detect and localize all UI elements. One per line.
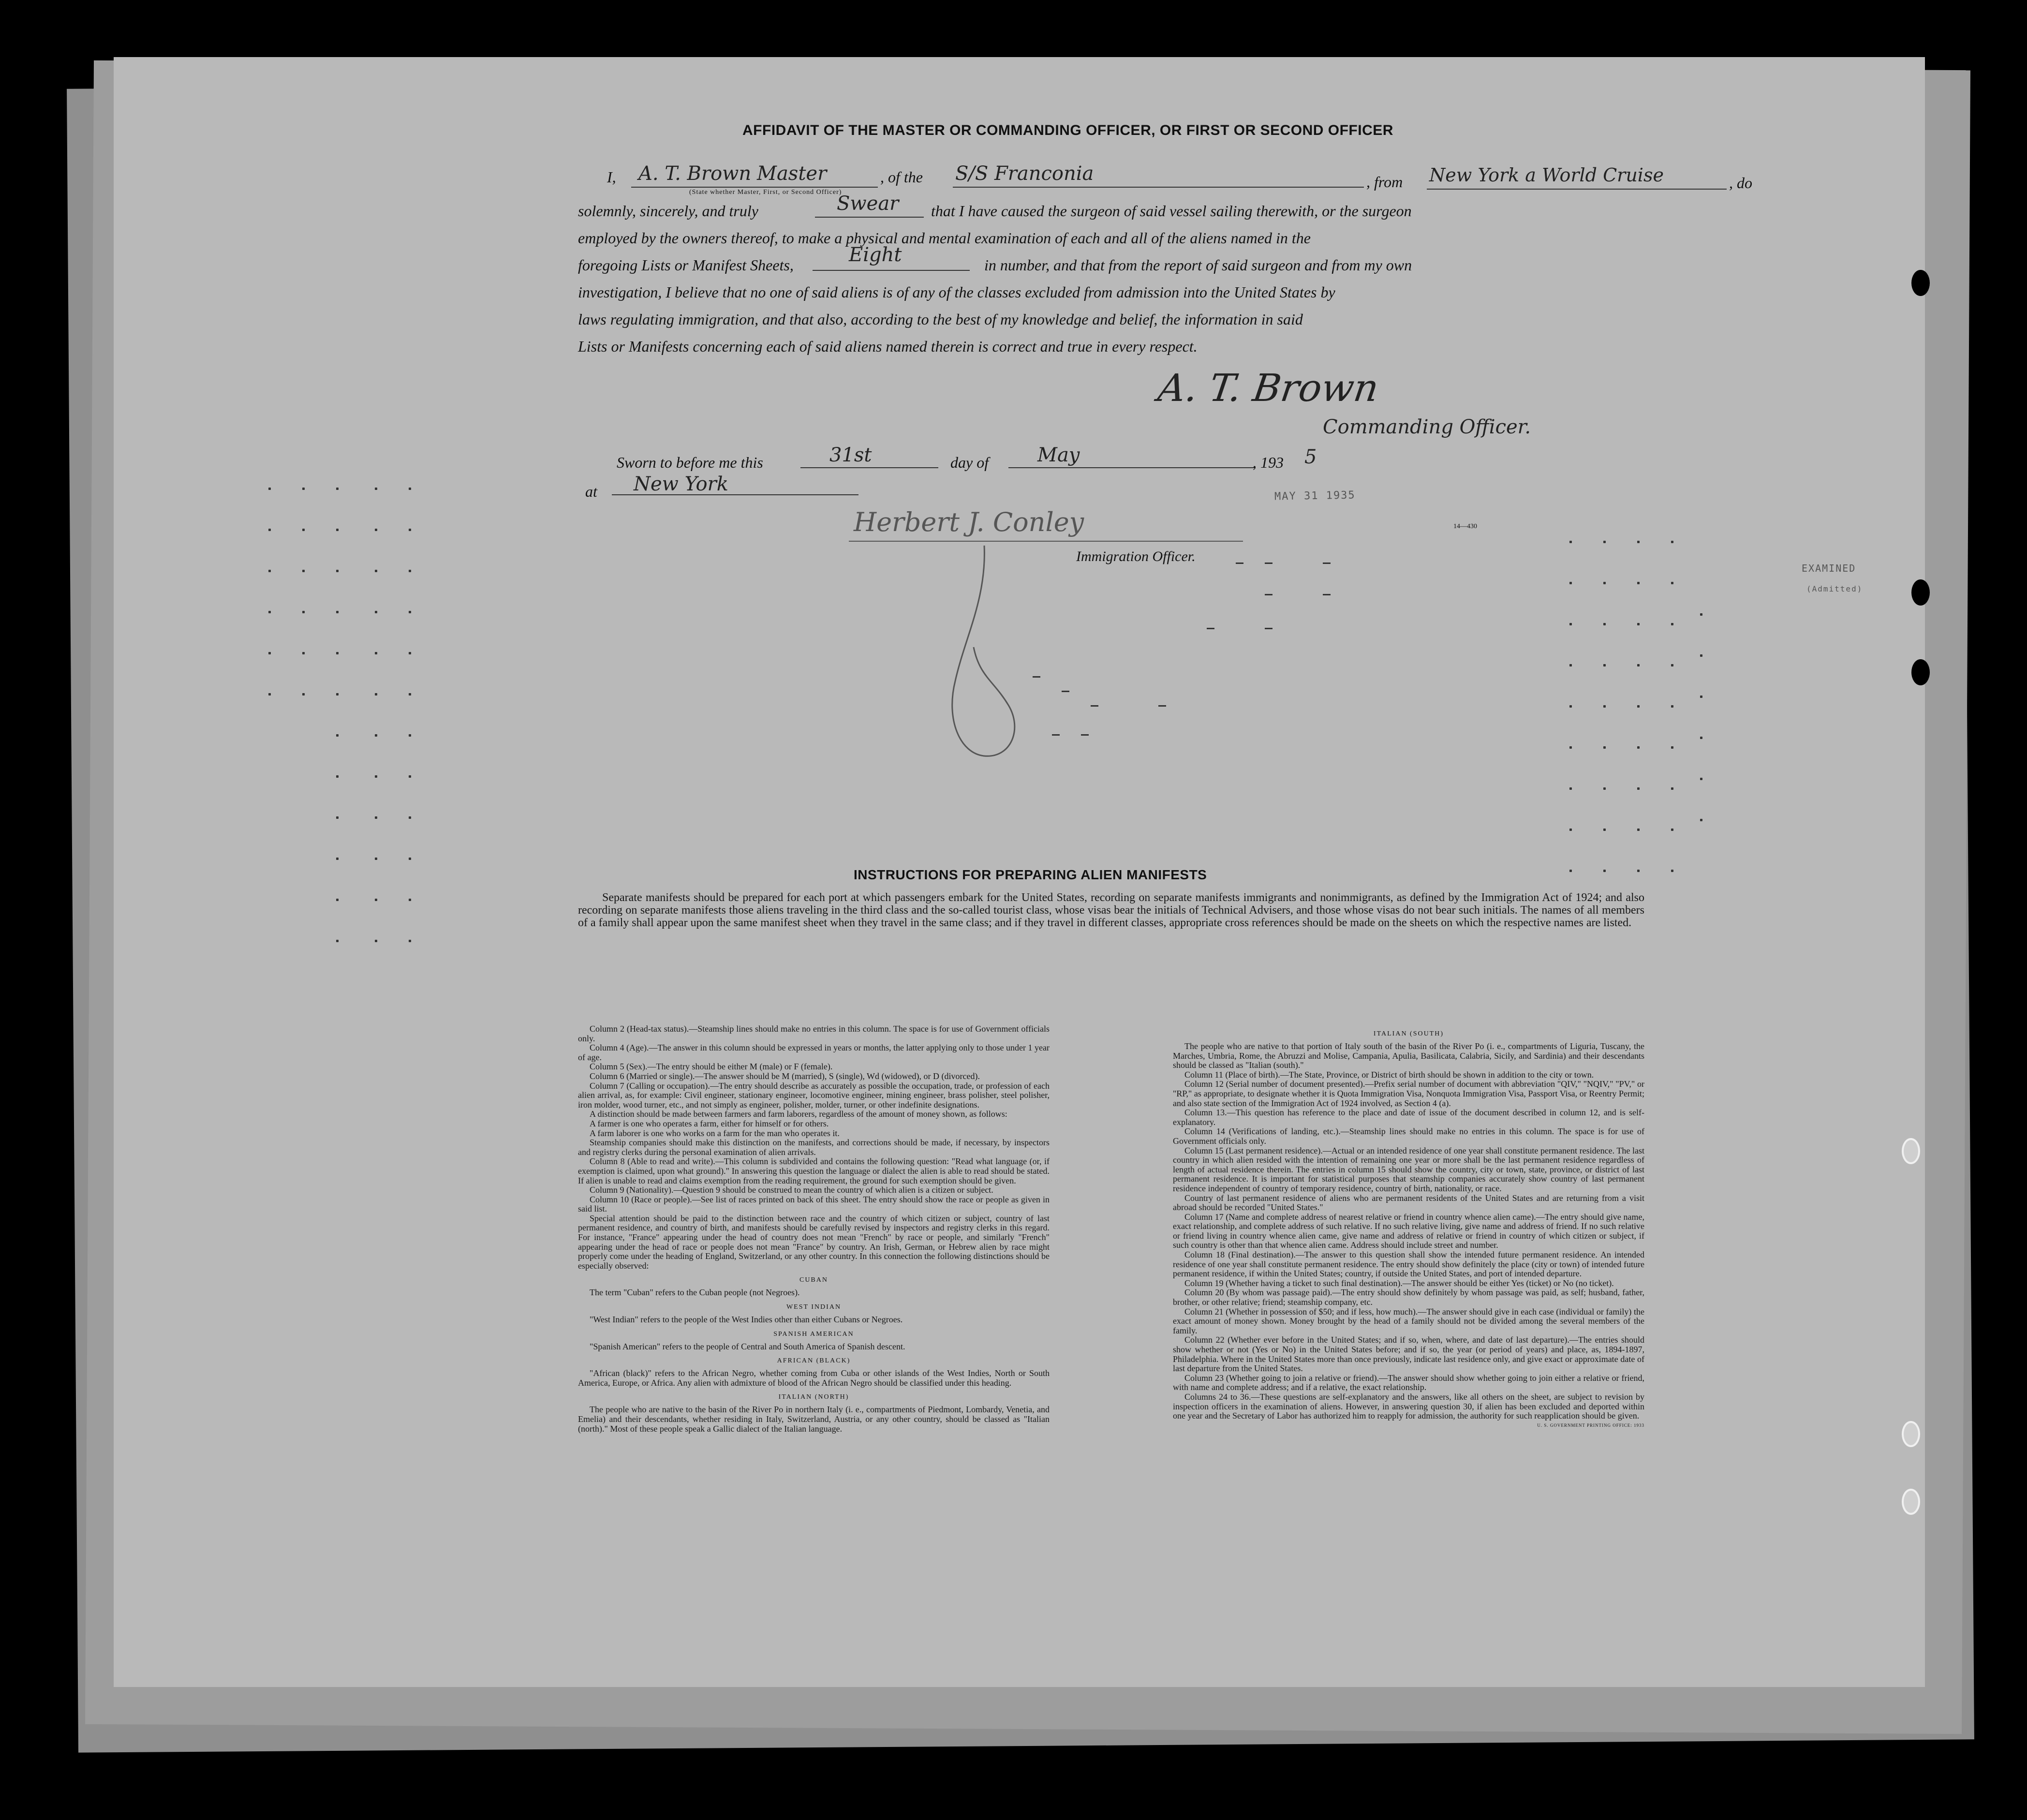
- dot-mark: [336, 858, 339, 860]
- instruction-paragraph: Column 4 (Age).—The answer in this column should be expressed in years or months, the latter applying only to those under 1 year of age.: [578, 1043, 1050, 1062]
- dot-mark: [268, 693, 271, 695]
- solemnly-text: solemnly, sincerely, and truly: [578, 202, 758, 220]
- sheet-count-line: [813, 270, 970, 271]
- instruction-paragraph: Column 8 (Able to read and write).—This column is subdivided and contains the following question: "Read what language (or, if exemption is claimed, upon what ground)." In answering this question the language or dialect the alien is able to read should be stated. If alien is unable to read and claims exemption from the reading requirement, the ground for such exemption should be given.: [578, 1156, 1050, 1185]
- race-heading: CUBAN: [799, 1276, 828, 1284]
- immigration-officer-signature: Herbert J. Conley: [854, 507, 1084, 537]
- dot-mark: [375, 693, 377, 695]
- dot-mark: [1603, 664, 1606, 666]
- instruction-paragraph: Column 6 (Married or single).—The answer should be M (married), S (single), Wd (widowed), or D (divorced).: [590, 1071, 980, 1081]
- dot-mark: [1700, 654, 1702, 657]
- dash-mark: [1236, 562, 1243, 564]
- dot-mark: [409, 693, 411, 695]
- affidavit-line-4-start: foregoing Lists or Manifest Sheets,: [578, 256, 794, 274]
- race-definition: The term "Cuban" refers to the Cuban people (not Negroes).: [590, 1287, 800, 1298]
- race-heading: AFRICAN (BLACK): [777, 1357, 851, 1365]
- dot-mark: [336, 816, 339, 819]
- dash-mark: [1207, 628, 1214, 629]
- rank-caption: (State whether Master, First, or Second Officer): [689, 189, 842, 196]
- immigration-officer-title: Immigration Officer.: [1076, 548, 1196, 564]
- printer-note: U. S. GOVERNMENT PRINTING OFFICE: 1933: [1537, 1422, 1644, 1428]
- binder-hole: [1911, 579, 1930, 606]
- dot-mark: [409, 529, 411, 531]
- dot-mark: [375, 940, 377, 942]
- admitted-stamp: (Admitted): [1806, 584, 1863, 593]
- dot-mark: [302, 652, 305, 654]
- sworn-month-line: [1008, 467, 1255, 468]
- affidavit-prefix: I,: [607, 168, 616, 186]
- dot-mark: [1603, 582, 1606, 584]
- dot-mark: [1637, 541, 1640, 543]
- dot-mark: [1603, 746, 1606, 749]
- dot-mark: [302, 570, 305, 572]
- sheet-count: Eight: [849, 244, 902, 266]
- race-heading: ITALIAN (NORTH): [778, 1393, 849, 1401]
- affidavit-line-5: investigation, I believe that no one of said aliens is of any of the classes excluded from admission into the United States by: [578, 283, 1335, 301]
- italian-south-heading: ITALIAN (SOUTH): [1373, 1030, 1444, 1037]
- instruction-paragraph: Special attention should be paid to the distinction between race and the country of which citizen or subject, country of last permanent residence, and country of birth, and manifests should be carefully revised by inspectors and registry clerks in this regard. For instance, "France" appearing under the head of country does not mean "French" by race or people, and similarly "French" appearing under the head of race or people does not mean "France" by country. An Irish, German, or Hebrew alien by race might properly come under the heading of England, Switzerland, or any other country. In this connection the following distinctions should be especially observed:: [578, 1213, 1050, 1271]
- dot-mark: [1569, 870, 1572, 872]
- instruction-paragraph: Column 7 (Calling or occupation).—The entry should describe as accurately as possible the occupation, trade, or profession of each alien arrival, as, for example: Civil engineer, stationary engineer, locomotive engineer, mining engineer, brass polisher, steel polisher, iron molder, wood turner, etc., and not simply as engineer, polisher, molder, turner, or other indefinite designations.: [578, 1080, 1050, 1110]
- dot-mark: [1671, 541, 1673, 543]
- dot-mark: [409, 775, 411, 778]
- examined-stamp: EXAMINED: [1802, 562, 1856, 574]
- dot-mark: [1671, 623, 1673, 625]
- instruction-paragraph: Column 12 (Serial number of document presented).—Prefix serial number of document with abbreviation "QIV," "NQIV," "PV," or "RP," as appropriate, to designate whether it is Quota Immigration Visa, Nonquota Immigration Visa, Passport Visa, or Reentry Permit; and also state section of the Immigration Act of 1924 involved, as Section 4 (a).: [1173, 1079, 1644, 1108]
- race-definition: "African (black)" refers to the African Negro, whether coming from Cuba or other islands of the West Indies, North or South America, Europe, or Africa. Any alien with admixture of blood of the African Negro should be classified under this heading.: [578, 1368, 1050, 1388]
- dot-mark: [409, 488, 411, 490]
- binder-hole: [1911, 659, 1930, 685]
- sworn-year-prefix: , 193: [1253, 454, 1284, 471]
- dot-mark: [336, 940, 339, 942]
- form-number: 14—430: [1453, 523, 1477, 530]
- instruction-paragraph: Column 10 (Race or people).—See list of races printed on back of this sheet. The entry should show the race or people as given in said list.: [578, 1194, 1050, 1214]
- master-signature: A. T. Brown: [1155, 367, 1381, 410]
- dot-mark: [1637, 829, 1640, 831]
- affidavit-line-7: Lists or Manifests concerning each of said aliens named therein is correct and true in every respect.: [578, 338, 1198, 355]
- dot-mark: [1671, 664, 1673, 666]
- dash-mark: [1265, 594, 1272, 595]
- binder-ring: [1902, 1421, 1920, 1447]
- binder-hole: [1911, 270, 1930, 296]
- dot-mark: [375, 570, 377, 572]
- dot-mark: [1603, 623, 1606, 625]
- dot-mark: [336, 734, 339, 737]
- dot-mark: [268, 652, 271, 654]
- instruction-paragraph: Steamship companies should make this distinction on the manifests, and corrections should be made, if necessary, by inspectors and registry clerks during the personal examination of alien arrivals.: [578, 1138, 1050, 1157]
- signature-flourish: [931, 541, 1028, 763]
- sworn-place: New York: [634, 473, 728, 495]
- dot-mark: [1637, 870, 1640, 872]
- dot-mark: [1671, 582, 1673, 584]
- dot-mark: [375, 775, 377, 778]
- dash-mark: [1265, 628, 1272, 629]
- dot-mark: [1603, 870, 1606, 872]
- instructions-title: INSTRUCTIONS FOR PREPARING ALIEN MANIFESTS: [854, 867, 1207, 882]
- instruction-paragraph: Column 14 (Verifications of landing, etc.).—Steamship lines should make no entries in this column. The space is for use of Government officials only.: [1173, 1126, 1644, 1146]
- dash-mark: [1033, 676, 1040, 678]
- dash-mark: [1062, 691, 1069, 692]
- race-definition: "Spanish American" refers to the people of Central and South America of Spanish descent.: [590, 1341, 905, 1351]
- dot-mark: [1671, 787, 1673, 790]
- date-stamp: MAY 31 1935: [1274, 489, 1356, 503]
- dot-mark: [1637, 582, 1640, 584]
- instruction-paragraph: A farm laborer is one who works on a farm for the man who operates it.: [590, 1128, 840, 1138]
- dot-mark: [302, 488, 305, 490]
- dot-mark: [1671, 829, 1673, 831]
- sworn-day-line: [800, 467, 938, 468]
- dot-mark: [375, 488, 377, 490]
- dash-mark: [1265, 562, 1272, 564]
- dash-mark: [1158, 705, 1166, 707]
- instructions-intro: Separate manifests should be prepared for each port at which passengers embark for the United States, recording on separate manifests immigrants and nonimmigrants, as defined by the Immigration Act of 1924; and also recording on separate manifests those aliens traveling in the third class and the so-called tourist class, whose visas bear the initials of Technical Advisers, and those whose visas do not bear such initials. The names of all members of a family shall appear upon the same manifest sheet when they travel in the same class; and if they travel in different classes, appropriate cross references should be made on the sheets on which the respective names are listed.: [578, 891, 1644, 929]
- binder-ring: [1902, 1489, 1920, 1515]
- dot-mark: [1569, 705, 1572, 708]
- dot-mark: [1569, 787, 1572, 790]
- dot-mark: [268, 488, 271, 490]
- dot-mark: [1603, 787, 1606, 790]
- of-the-text: , of the: [880, 168, 923, 186]
- dash-mark: [1052, 734, 1060, 736]
- dot-mark: [1700, 613, 1702, 616]
- dot-mark: [336, 775, 339, 778]
- affidavit-line-6: laws regulating immigration, and that also, according to the best of my knowledge and belief, the information in said: [578, 311, 1303, 328]
- race-definition: The people who are native to the basin of the River Po in northern Italy (i. e., compartments of Piedmont, Lombardy, Venetia, and Emelia) and their descendants, whether residing in Italy, Switzerland, Austria, or any other country, should be classed as "Italian (north)." Most of these people speak a Gallic dialect of the Italian language.: [578, 1405, 1050, 1434]
- dot-mark: [336, 693, 339, 695]
- dot-mark: [302, 611, 305, 613]
- dot-mark: [1569, 623, 1572, 625]
- dot-mark: [1700, 737, 1702, 739]
- dot-mark: [375, 529, 377, 531]
- dot-mark: [375, 652, 377, 654]
- instruction-paragraph: Column 21 (Whether in possession of $50; and if less, how much).—The answer should give in each case (individual or family) the exact amount of money shown. Money brought by the head of a family should not be divided among the several members of the family.: [1173, 1306, 1644, 1335]
- dot-mark: [1671, 746, 1673, 749]
- dot-mark: [409, 570, 411, 572]
- instruction-paragraph: Column 9 (Nationality).—Question 9 should be construed to mean the country of which alien is a citizen or subject.: [590, 1185, 993, 1195]
- officer-rank: Master: [757, 163, 827, 185]
- instruction-paragraph: Column 5 (Sex).—The entry should be either M (male) or F (female).: [590, 1062, 833, 1072]
- dot-mark: [1603, 829, 1606, 831]
- dot-mark: [268, 570, 271, 572]
- instruction-paragraph: A distinction should be made between farmers and farm laborers, regardless of the amount of money shown, as follows:: [590, 1109, 1007, 1119]
- instruction-paragraph: Column 19 (Whether having a ticket to such final destination).—The answer should be either Yes (ticket) or No (no ticket).: [1184, 1278, 1614, 1288]
- officer-line: [631, 187, 878, 188]
- oath-word: Swear: [837, 192, 899, 215]
- day-of-text: day of: [950, 454, 989, 471]
- dot-mark: [409, 734, 411, 737]
- affidavit-title: AFFIDAVIT OF THE MASTER OR COMMANDING OFFICER, OR FIRST OR SECOND OFFICER: [742, 122, 1393, 138]
- dot-mark: [1637, 705, 1640, 708]
- instruction-paragraph: Column 22 (Whether ever before in the United States; and if so, when, where, and date of last departure).—The entries should show whether or not (Yes or No) in the United States before; and if so, the year (or period of years) and place, as, 1894-1897, Philadelphia. Where in the United States more than once previously, indicate last residence only, and give exact or approximate date of last departure from the United States.: [1173, 1335, 1644, 1374]
- affidavit-line-1: [607, 163, 616, 191]
- affidavit-line-2: that I have caused the surgeon of said vessel sailing therewith, or the surgeon: [931, 202, 1412, 220]
- at-label: at: [585, 483, 597, 500]
- dot-mark: [336, 570, 339, 572]
- dot-mark: [409, 940, 411, 942]
- port-line: [1427, 189, 1727, 190]
- dot-mark: [1671, 705, 1673, 708]
- dash-mark: [1323, 562, 1331, 564]
- dot-mark: [302, 529, 305, 531]
- dot-mark: [375, 611, 377, 613]
- dot-mark: [409, 652, 411, 654]
- binder-ring: [1902, 1138, 1920, 1164]
- dot-mark: [302, 693, 305, 695]
- immigration-signature-line: [849, 541, 1243, 542]
- dot-mark: [1637, 664, 1640, 666]
- instruction-paragraph: Columns 24 to 36.—These questions are self-explanatory and the answers, like all others on the sheet, are subject to revision by inspection officers in the examination of aliens. However, in answering question 30, if alien has been excluded and deported within one year and the Secretary of Labor has authorized him to reapply for admission, the authority for such reapplication should be given.: [1173, 1391, 1644, 1421]
- dash-mark: [1081, 734, 1089, 736]
- dot-mark: [409, 899, 411, 901]
- from-text: , from: [1366, 173, 1403, 191]
- instruction-paragraph: Country of last permanent residence of aliens who are permanent residents of the United States and are returning from a visit abroad should be recorded "United States.": [1173, 1193, 1644, 1213]
- instruction-paragraph: Column 2 (Head-tax status).—Steamship lines should make no entries in this column. The space is for use of Government officials only.: [578, 1024, 1050, 1043]
- dot-mark: [268, 611, 271, 613]
- signature-title: Commanding Officer.: [1323, 416, 1531, 438]
- do-text: , do: [1729, 174, 1752, 192]
- race-heading: WEST INDIAN: [786, 1303, 842, 1311]
- dot-mark: [268, 529, 271, 531]
- dot-mark: [375, 734, 377, 737]
- dot-mark: [1603, 705, 1606, 708]
- dot-mark: [375, 816, 377, 819]
- dot-mark: [409, 611, 411, 613]
- instructions-left-column: [578, 1024, 1050, 1434]
- dot-mark: [1603, 541, 1606, 543]
- dot-mark: [1637, 623, 1640, 625]
- affidavit-line-4-end: in number, and that from the report of said surgeon and from my own: [984, 256, 1412, 274]
- dot-mark: [336, 611, 339, 613]
- sworn-day: 31st: [829, 444, 872, 466]
- instruction-paragraph: Column 17 (Name and complete address of nearest relative or friend in country whence alien came).—The entry should give name, exact relationship, and complete address of such relative. If no such relative living, give name and address of friend. If no such relative or friend living in country whence alien came, give name and address of relative or friend in country of which citizen or subject, if such country is other than that whence alien came. Address should include street and number.: [1173, 1212, 1644, 1250]
- race-definition: "West Indian" refers to the people of the West Indies other than either Cubans or Negroes.: [590, 1315, 903, 1325]
- instruction-paragraph: The people who are native to that portion of Italy south of the basin of the River Po (i. e., compartments of Liguria, Tuscany, the Marches, Umbria, Rome, the Abruzzi and Molise, Campania, Apulia, Basilicata, Calabria, Sicily, and Sardinia) and their descendants should be classed as "Italian (south).": [1173, 1041, 1644, 1070]
- sworn-prefix: Sworn to before me this: [617, 454, 763, 471]
- instruction-paragraph: Column 18 (Final destination).—The answer to this question shall show the intended future permanent residence. An intended residence of one year shall constitute permanent residence. The entry should show definitely the place (city or town) of intended future permanent residence, if within the United States; country, if outside the United States, and port of intended departure.: [1173, 1250, 1644, 1279]
- instructions-right-column: [1173, 1024, 1644, 1428]
- sworn-place-line: [612, 494, 858, 495]
- officer-name: A. T. Brown: [638, 163, 752, 185]
- instruction-paragraph: Column 13.—This question has reference to the place and date of issue of the document described in column 12, and is self-explanatory.: [1173, 1108, 1644, 1127]
- instruction-paragraph: Column 11 (Place of birth).—The State, Province, or District of birth should be shown in addition to the city or town.: [1184, 1069, 1594, 1080]
- dot-mark: [375, 899, 377, 901]
- dot-mark: [1700, 695, 1702, 698]
- vessel-line: [953, 187, 1364, 188]
- dot-mark: [336, 652, 339, 654]
- dot-mark: [336, 488, 339, 490]
- dot-mark: [336, 899, 339, 901]
- dot-mark: [1700, 819, 1702, 821]
- dot-mark: [1637, 787, 1640, 790]
- dot-mark: [409, 858, 411, 860]
- instruction-paragraph: Column 15 (Last permanent residence).—Actual or an intended residence of one year shall constitute permanent residence. The last country in which alien resided with the intention of remaining one year or more shall be the last permanent residence regardless of length of actual residence therein. The entries in column 15 should show the country, city or town, state, province, or district of last permanent residence. It is important for statistical purposes that steamship companies accurately show country of last permanent residence independent of country of temporary residence, country of birth, nationality, or race.: [1173, 1145, 1644, 1193]
- dot-mark: [1569, 541, 1572, 543]
- dot-mark: [409, 816, 411, 819]
- sworn-month: May: [1037, 444, 1080, 466]
- affidavit-line-3: employed by the owners thereof, to make a physical and mental examination of each and all of the aliens named in the: [578, 229, 1311, 247]
- dot-mark: [1637, 746, 1640, 749]
- dot-mark: [336, 529, 339, 531]
- dot-mark: [1569, 746, 1572, 749]
- dot-mark: [1671, 870, 1673, 872]
- manifest-page: [114, 57, 1925, 1687]
- vessel-name: S/S Franconia: [955, 163, 1094, 185]
- dot-mark: [1569, 582, 1572, 584]
- dot-mark: [1569, 664, 1572, 666]
- departure-port: New York a World Cruise: [1429, 164, 1664, 186]
- dash-mark: [1323, 594, 1331, 595]
- dot-mark: [1569, 829, 1572, 831]
- instruction-paragraph: Column 20 (By whom was passage paid).—The entry should show definitely by whom passage was paid, as self; husband, father, brother, or other relative; friend; steamship company, etc.: [1173, 1287, 1644, 1307]
- instruction-paragraph: Column 23 (Whether going to join a relative or friend).—The answer should show whether going to join either a relative or friend, with name and complete address; and if a relative, the exact relationship.: [1173, 1373, 1644, 1392]
- dot-mark: [375, 858, 377, 860]
- dot-mark: [1700, 778, 1702, 780]
- instruction-paragraph: A farmer is one who operates a farm, either for himself or for others.: [590, 1118, 829, 1128]
- dash-mark: [1091, 705, 1098, 707]
- oath-line: [815, 217, 924, 218]
- sworn-year-digit: 5: [1304, 446, 1317, 468]
- race-heading: SPANISH AMERICAN: [773, 1330, 854, 1338]
